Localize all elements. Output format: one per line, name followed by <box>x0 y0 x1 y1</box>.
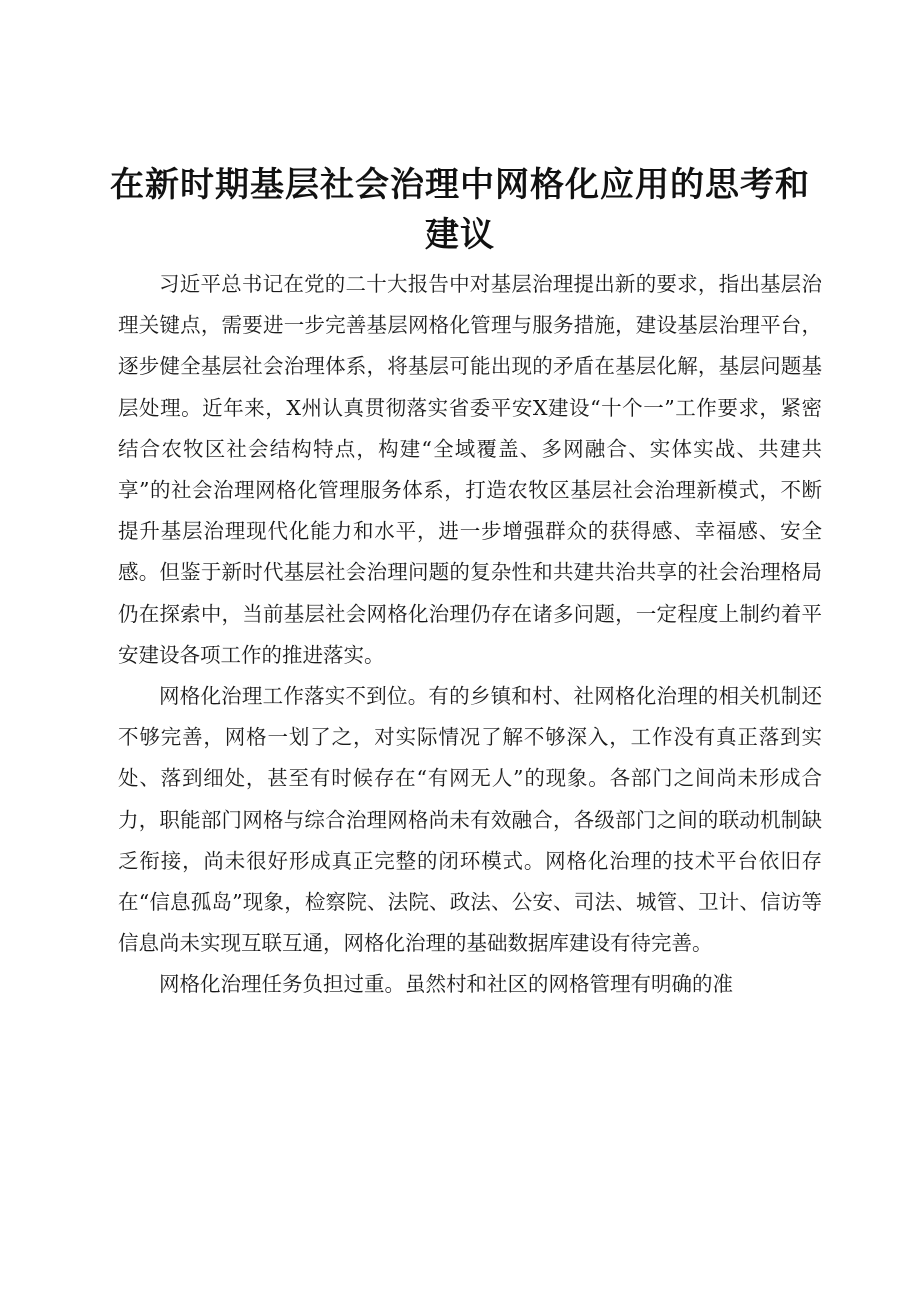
paragraph-implementation-issue: 网格化治理工作落实不到位。有的乡镇和村、社网格化治理的相关机制还不够完善，网格一划了之，对实际情况了解不够深入，工作没有真正落到实处、落到细处，甚至有时候存在“有网无人”的现象。各部门之间尚未形成合力，职能部门网格与综合治理网格尚未有效融合，各级部门之间的联动机制缺乏衔接，尚未很好形成真正完整的闭环模式。网格化治理的技术平台依旧存在“信息孤岛”现象，检察院、法院、政法、公安、司法、城管、卫计、信访等信息尚未实现互联互通，网格化治理的基础数据库建设有待完善。 <box>118 684 822 956</box>
title-line-1: 在新时期基层社会治理中网格化应用的思考和 <box>110 165 810 205</box>
document-title <box>100 160 820 260</box>
document-body <box>118 264 822 1006</box>
title-line-2: 建议 <box>425 215 495 255</box>
paragraph-intro: 习近平总书记在党的二十大报告中对基层治理提出新的要求，指出基层治理关键点，需要进一步完善基层网格化管理与服务措施，建设基层治理平台，逐步健全基层社会治理体系，将基层可能出现的矛盾在基层化解，基层问题基层处理。近年来，X州认真贯彻落实省委平安X建设“十个一”工作要求，紧密结合农牧区社会结构特点，构建“全域覆盖、多网融合、实体实战、共建共享”的社会治理网格化管理服务体系，打造农牧区基层社会治理新模式，不断提升基层治理现代化能力和水平，进一步增强群众的获得感、幸福感、安全感。但鉴于新时代基层社会治理问题的复杂性和共建共治共享的社会治理格局仍在探索中，当前基层社会网格化治理仍存在诸多问题，一定程度上制约着平安建设各项工作的推进落实。 <box>118 272 822 667</box>
paragraph-burden-issue: 网格化治理任务负担过重。虽然村和社区的网格管理有明确的准 <box>159 972 733 997</box>
